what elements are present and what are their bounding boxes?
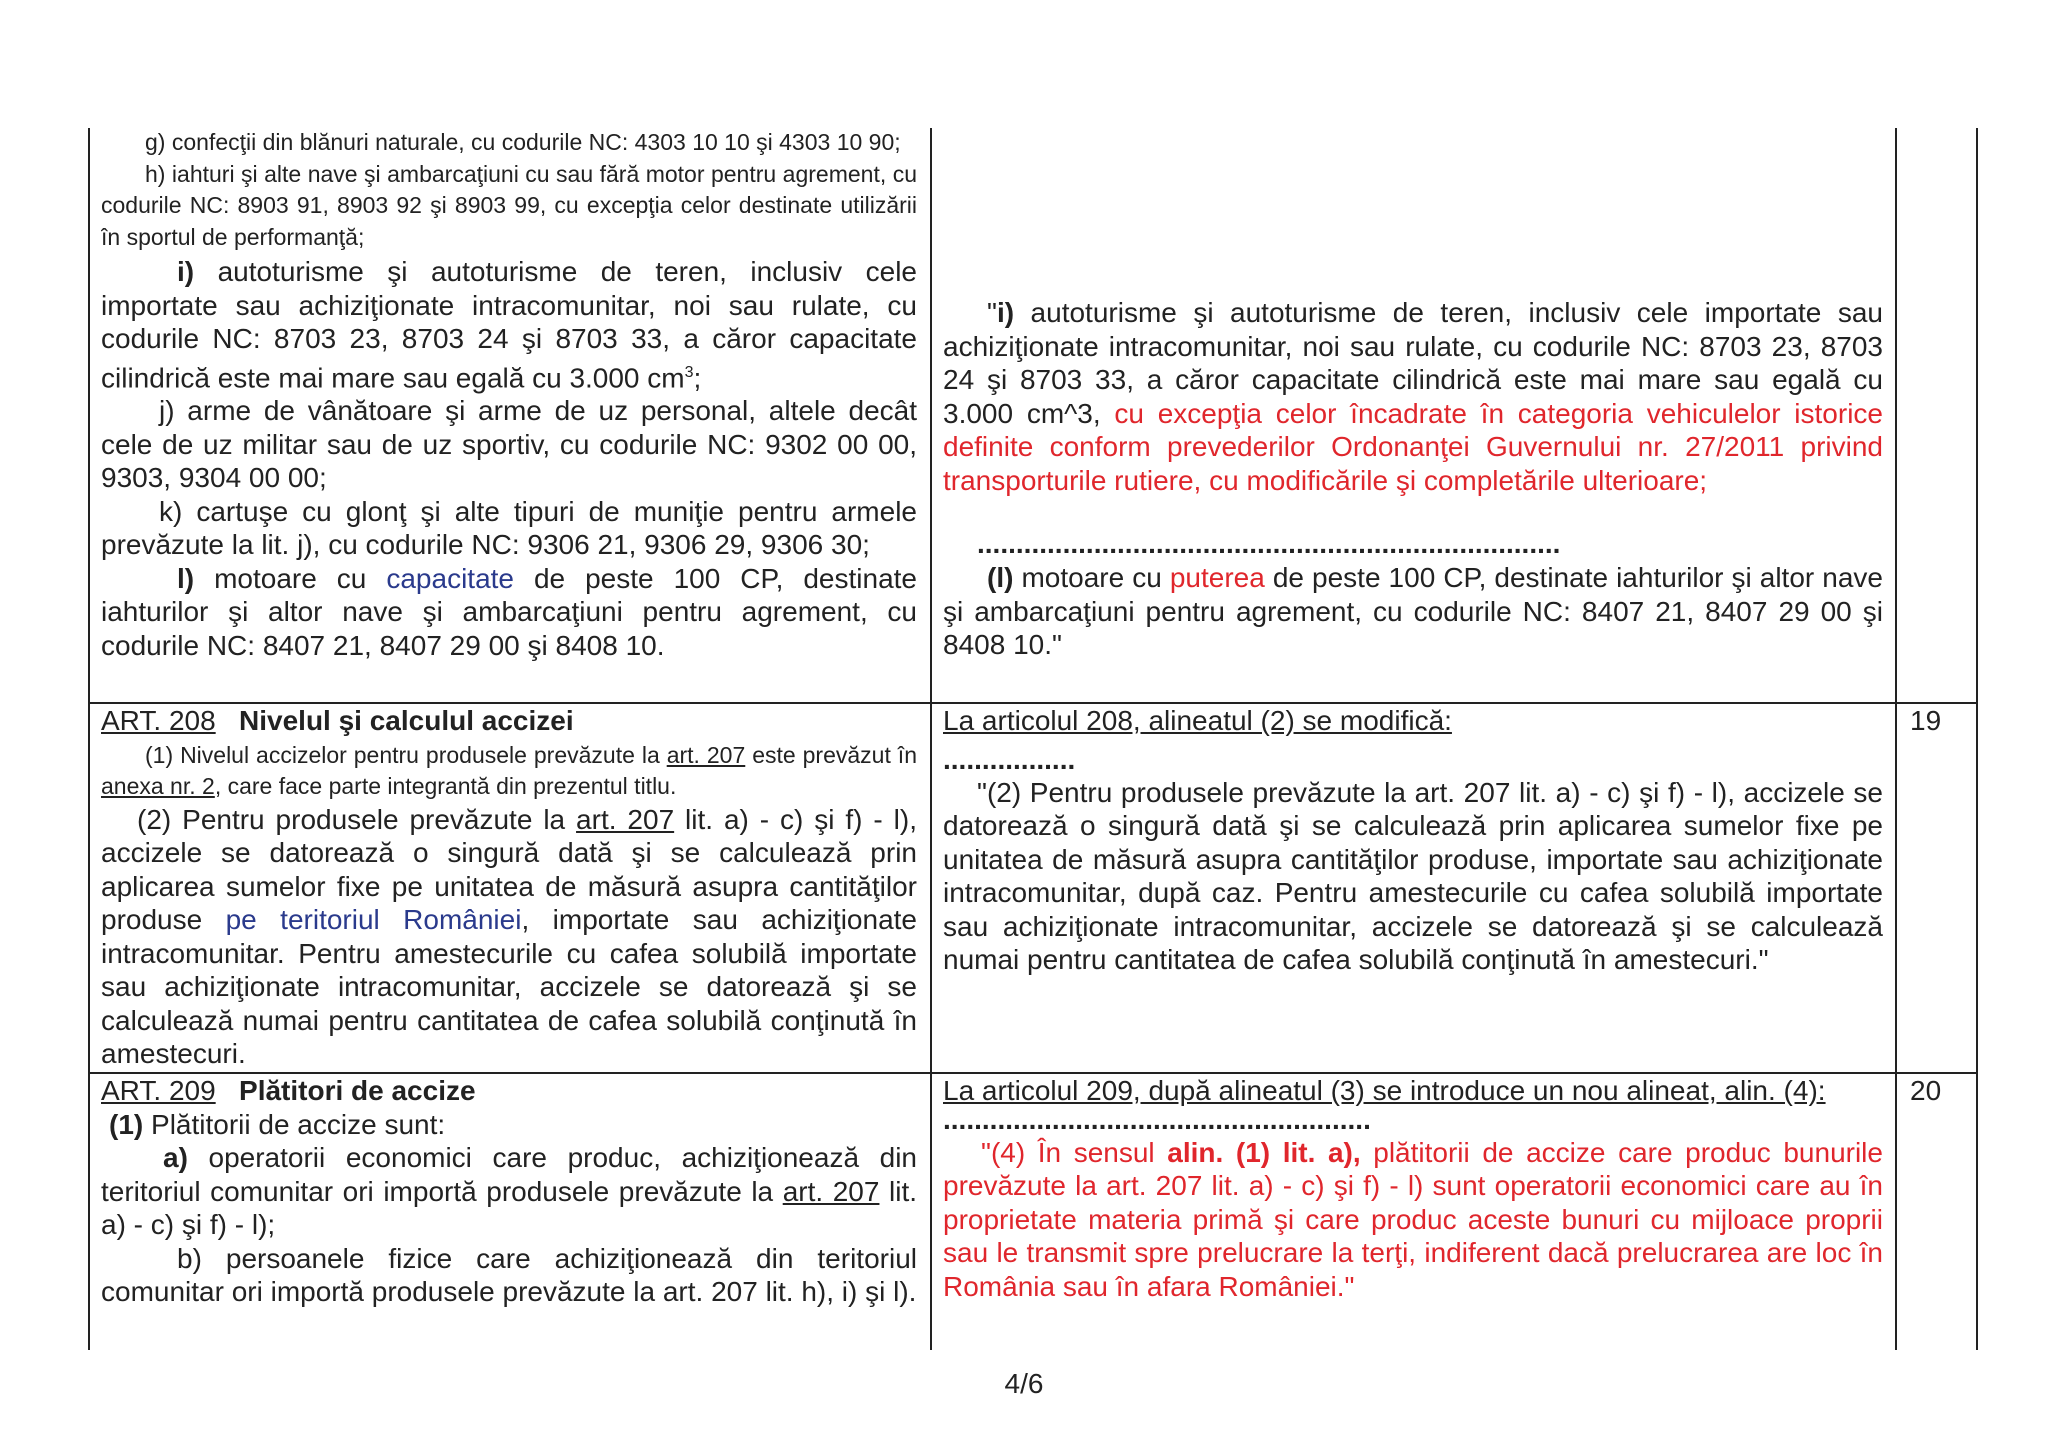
omission-dots: ........................................................................... <box>977 528 1561 559</box>
item-k: k) cartuşe cu glonţ şi alte tipuri de muniţie pentru armele prevăzute la lit. j), cu codurile NC: 9306 21, 9306 29, 9306 30; <box>101 495 917 561</box>
row1-right-cell <box>943 296 1883 662</box>
row2-right-cell <box>943 704 1883 977</box>
amendment-208-text: "(2) Pentru produsele prevăzute la art. 207 lit. a) - c) şi f) - l), accizele se datorează o singură dată şi se calculează prin aplicarea sumelor fixe pe unitatea de măsură asupra cantităţilor produse, importate sau achiziţionate intracomunitar, după caz. Pentru amestecurile cu cafea solubilă importate sau achiziţionate intracomunitar, accizele se datorează şi se calculează numai pentru cantitatea de cafea solubilă conţinută în amestecuri." <box>943 776 1883 975</box>
article-208-para1: (1) Nivelul accizelor pentru produsele prevăzute la art. 207 este prevăzut în anexa nr. 2, care face parte integrantă din prezentul titlu. <box>101 741 917 799</box>
amendment-208-heading: La articolul 208, alineatul (2) se modifică: <box>943 705 1452 736</box>
row3-number: 20 <box>1910 1075 1942 1106</box>
row3-left-cell <box>101 1074 917 1309</box>
article-209-item-a: a) operatorii economici care produc, achiziţionează din teritoriul comunitar ori importă produsele prevăzute la art. 207 lit. a) - c) şi f) - l); <box>101 1142 917 1240</box>
item-i: i) autoturisme şi autoturisme de teren, inclusiv cele importate sau achiziţionate intracomunitar, noi sau rulate, cu codurile NC: 8703 23, 8703 24 şi 8703 33, a căror capacitate cilindrică este mai mare sau egală cu 3.000 $cm^3$; <box>101 256 917 393</box>
table-border-right <box>1976 128 1978 1350</box>
table-divider-col2 <box>1895 128 1897 1350</box>
row2-left-cell <box>101 704 917 1071</box>
article-209-item-b: b) persoanele fizice care achiziţionează din teritoriul comunitar ori importă produsele prevăzute la art. 207 lit. h), i) şi l). <box>101 1242 917 1307</box>
amended-item-l: (l) motoare cu puterea de peste 100 CP, destinate iahturilor şi altor nave şi ambarcaţiuni pentru agrement, cu codurile NC: 8407 21, 8407 29 00 şi 8408 10." <box>943 562 1883 660</box>
item-l: l) motoare cu capacitate de peste 100 CP, destinate iahturilor şi altor nave şi ambarcaţiuni pentru agrement, cu codurile NC: 8407 21, 8407 29 00 şi 8408 10. <box>101 562 917 661</box>
row1-left-cell <box>101 127 917 662</box>
row2-number: 19 <box>1910 705 1942 736</box>
item-h: h) iahturi şi alte nave şi ambarcaţiuni cu sau fără motor pentru agrement, cu codurile NC: 8903 91, 8903 92 şi 8903 99, cu excepţia celor destinate utilizării în sportul de performanţă; <box>101 160 917 250</box>
article-208-header: ART. 208 Nivelul şi calculul accizei <box>101 705 574 736</box>
article-209-para1: (1) Plătitorii de accize sunt: <box>109 1108 446 1140</box>
article-209-header: ART. 209 Plătitori de accize <box>101 1075 476 1106</box>
page-number: 4/6 <box>1004 1368 1044 1399</box>
omission-dots: ................. <box>943 743 1076 775</box>
amendment-209-text: "(4) În sensul alin. (1) lit. a), plătitorii de accize care produc bunurile prevăzute la art. 207 lit. a) - c) şi f) - l) sunt operatorii economici care au în proprietate materia primă şi care produc aceste bunuri cu mijloace proprii sau le transmit spre prelucrare la terţi, indiferent dacă prelucrarea are loc în România sau în afara României." <box>943 1136 1883 1302</box>
row3-right-cell <box>943 1074 1883 1303</box>
article-208-para2: (2) Pentru produsele prevăzute la art. 207 lit. a) - c) şi f) - l), accizele se datorează o singură dată şi se calculează prin aplicarea sumelor fixe pe unitatea de măsură asupra cantităţilor produse pe teritoriul României, importate sau achiziţionate intracomunitar. Pentru amestecurile cu cafea solubilă importate sau achiziţionate intracomunitar, accizele se datorează şi se calculează numai pentru cantitatea de cafea solubilă conţinută în amestecuri. <box>101 803 917 1069</box>
item-g: g) confecţii din blănuri naturale, cu codurile NC: 4303 10 10 şi 4303 10 90; <box>145 129 901 155</box>
table-border-left <box>88 128 90 1350</box>
amended-item-i: "i) autoturisme şi autoturisme de teren, inclusiv cele importate sau achiziţionate intracomunitar, noi sau rulate, cu codurile NC: 8703 23, 8703 24 şi 8703 33, a căror capacitate cilindrică este mai mare sau egală cu 3.000 cm^3, cu excepţia celor încadrate în categoria vehiculelor istorice definite conform prevederilor Ordonanţei Guvernului nr. 27/2011 privind transporturile rutiere, cu modificările şi completările ulterioare; <box>943 297 1883 496</box>
table-divider-col1 <box>930 128 932 1350</box>
omission-dots: ....................................................... <box>943 1103 1371 1135</box>
item-j: j) arme de vânătoare şi arme de uz personal, altele decât cele de uz militar sau de uz sportiv, cu codurile NC: 9302 00 00, 9303, 9304 00 00; <box>101 395 917 494</box>
amendment-209-heading: La articolul 209, după alineatul (3) se introduce un nou alineat, alin. (4): <box>943 1075 1826 1106</box>
